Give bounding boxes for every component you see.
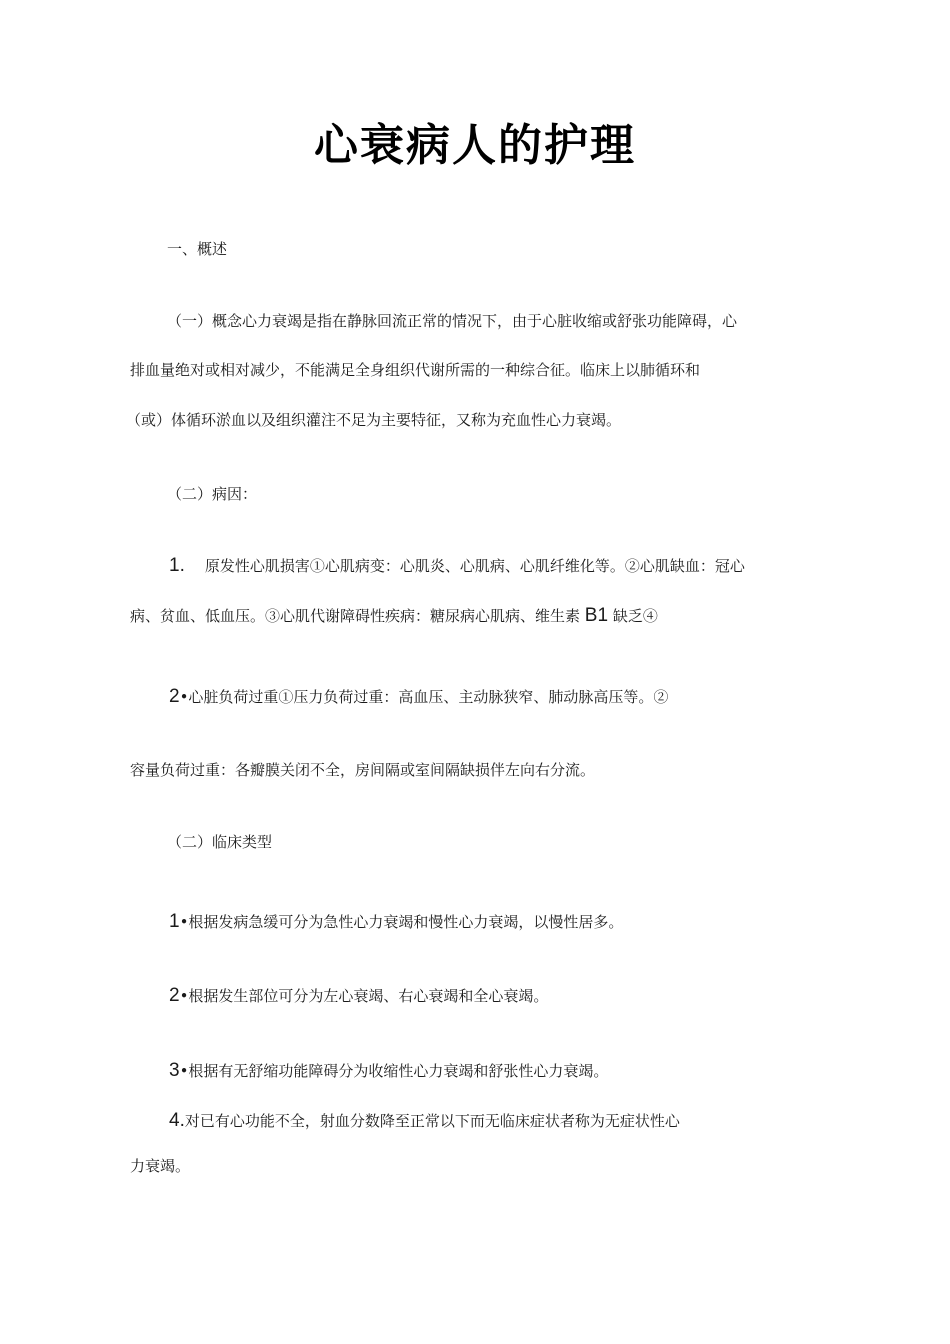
concept-line-3: （或）体循环淤血以及组织灌注不足为主要特征，又称为充血性心力衰竭。 — [126, 411, 622, 429]
item-number: 1 — [169, 911, 180, 932]
etiology-item-1-continuation — [130, 606, 658, 626]
item-number: B1 — [584, 605, 609, 626]
item-text: 原发性心肌损害①心肌病变：心肌炎、心肌病、心肌纤维化等。②心肌缺血：冠心 — [204, 557, 745, 575]
etiology-heading: （二）病因： — [167, 485, 258, 503]
type-item-3 — [169, 1061, 608, 1081]
page-title: 心衰病人的护理 — [314, 120, 636, 171]
concept-line-2: 排血量绝对或相对减少，不能满足全身组织代谢所需的一种综合征。临床上以肺循环和 — [130, 361, 701, 379]
concept-line-1: （一）概念心力衰竭是指在静脉回流正常的情况下，由于心脏收缩或舒张功能障碍，心 — [167, 312, 738, 330]
type-item-1 — [169, 912, 623, 932]
etiology-item-2-continuation: 容量负荷过重：各瓣膜关闭不全，房间隔或室间隔缺损伴左向右分流。 — [130, 761, 596, 779]
type-item-2 — [169, 986, 548, 1006]
item-number: 2 — [169, 686, 180, 707]
item-text: •心脏负荷过重①压力负荷过重：高血压、主动脉狭窄、肺动脉高压等。② — [179, 688, 669, 706]
item-text: 对已有心功能不全，射血分数降至正常以下而无临床症状者称为无症状性心 — [184, 1112, 680, 1130]
type-item-4-continuation: 力衰竭。 — [130, 1157, 191, 1175]
item-text: •根据发病急缓可分为急性心力衰竭和慢性心力衰竭，以慢性居多。 — [179, 913, 624, 931]
etiology-item-2 — [169, 687, 668, 707]
item-text: 病、贫血、低血压。③心肌代谢障碍性疾病：糖尿病心肌病、维生素 — [130, 607, 581, 625]
item-text: •根据有无舒缩功能障碍分为收缩性心力衰竭和舒张性心力衰竭。 — [179, 1062, 609, 1080]
item-number: 3 — [169, 1060, 180, 1081]
type-item-4 — [169, 1111, 680, 1131]
item-number: 1. — [169, 555, 185, 576]
item-number: 4. — [169, 1110, 185, 1131]
item-number: 2 — [169, 985, 180, 1006]
item-text: •根据发生部位可分为左心衰竭、右心衰竭和全心衰竭。 — [179, 987, 549, 1005]
section-heading-overview: 一、概述 — [167, 240, 228, 258]
etiology-item-1 — [169, 556, 745, 576]
types-heading: （二）临床类型 — [167, 833, 273, 851]
item-text: 缺乏④ — [612, 607, 658, 625]
